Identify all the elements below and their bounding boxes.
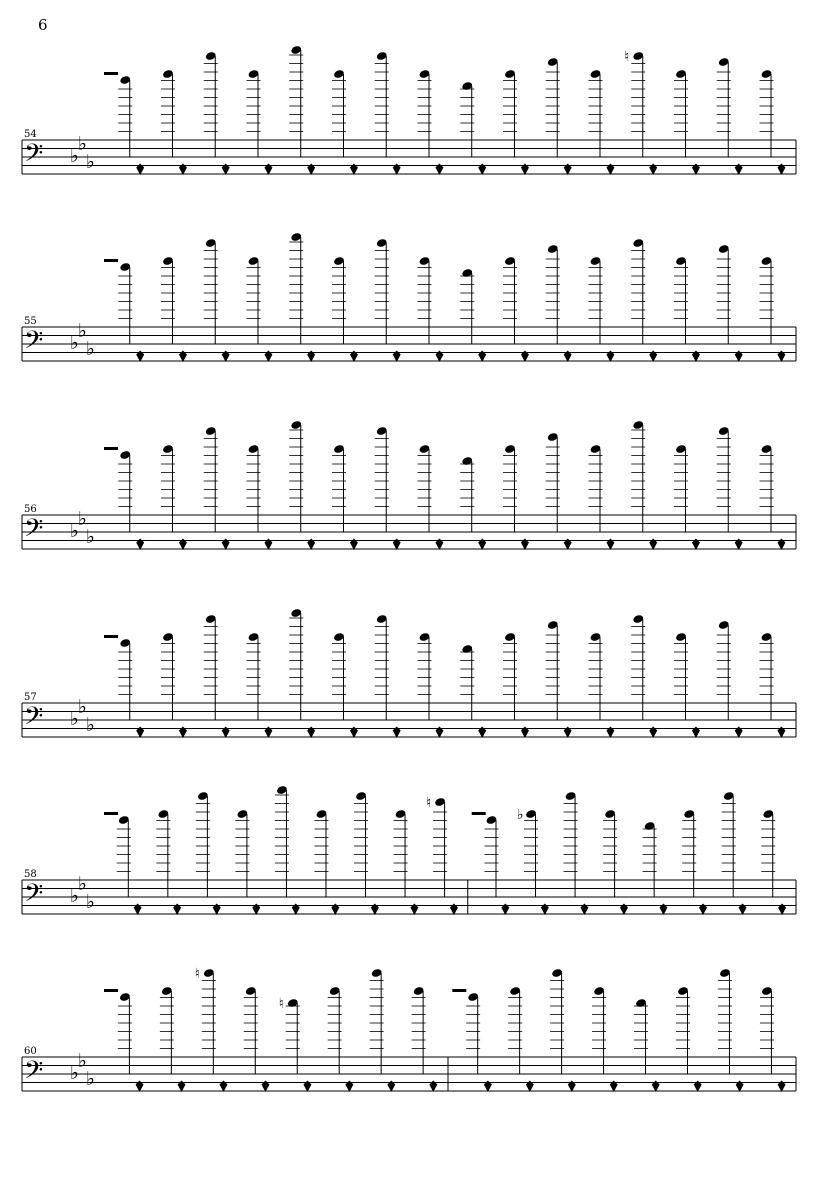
measure-number: 57	[24, 692, 37, 703]
key-signature-flat: ♭	[86, 714, 95, 736]
key-signature-flat: ♭	[70, 145, 79, 167]
measure-number: 60	[24, 1046, 37, 1057]
key-signature-flat: ♭	[86, 338, 95, 360]
bass-clef-icon: 𝄢	[24, 326, 44, 361]
bass-clef-icon: 𝄢	[24, 702, 44, 737]
key-signature-flat: ♭	[78, 873, 87, 895]
natural-accidental: ♮	[624, 49, 630, 65]
whole-rest	[104, 447, 118, 450]
measure-number: 55	[24, 316, 37, 327]
measure-number: 58	[24, 869, 37, 880]
whole-rest	[104, 989, 118, 992]
key-signature-flat: ♭	[78, 508, 87, 530]
key-signature-flat: ♭	[70, 708, 79, 730]
key-signature-flat: ♭	[70, 885, 79, 907]
measure-number: 54	[24, 129, 37, 140]
key-signature-flat: ♭	[86, 1068, 95, 1090]
bass-clef-icon: 𝄢	[24, 879, 44, 914]
bass-clef-icon: 𝄢	[24, 1056, 44, 1091]
bass-clef-icon: 𝄢	[24, 514, 44, 549]
whole-rest	[104, 635, 118, 638]
key-signature-flat: ♭	[70, 332, 79, 354]
whole-rest	[104, 812, 118, 815]
page-number: 6	[38, 16, 48, 34]
natural-accidental: ♮	[426, 795, 432, 811]
natural-accidental: ♮	[278, 996, 284, 1012]
whole-rest	[104, 72, 118, 75]
key-signature-flat: ♭	[86, 526, 95, 548]
whole-rest	[104, 259, 118, 262]
key-signature-flat: ♭	[78, 133, 87, 155]
key-signature-flat: ♭	[78, 696, 87, 718]
key-signature-flat: ♭	[86, 891, 95, 913]
whole-rest	[472, 812, 486, 815]
whole-rest	[452, 989, 466, 992]
flat-accidental: ♭	[517, 807, 524, 823]
key-signature-flat: ♭	[86, 151, 95, 173]
key-signature-flat: ♭	[70, 520, 79, 542]
key-signature-flat: ♭	[70, 1062, 79, 1084]
bass-clef-icon: 𝄢	[24, 139, 44, 174]
natural-accidental: ♮	[194, 966, 200, 982]
key-signature-flat: ♭	[78, 1050, 87, 1072]
measure-number: 56	[24, 504, 37, 515]
key-signature-flat: ♭	[78, 320, 87, 342]
